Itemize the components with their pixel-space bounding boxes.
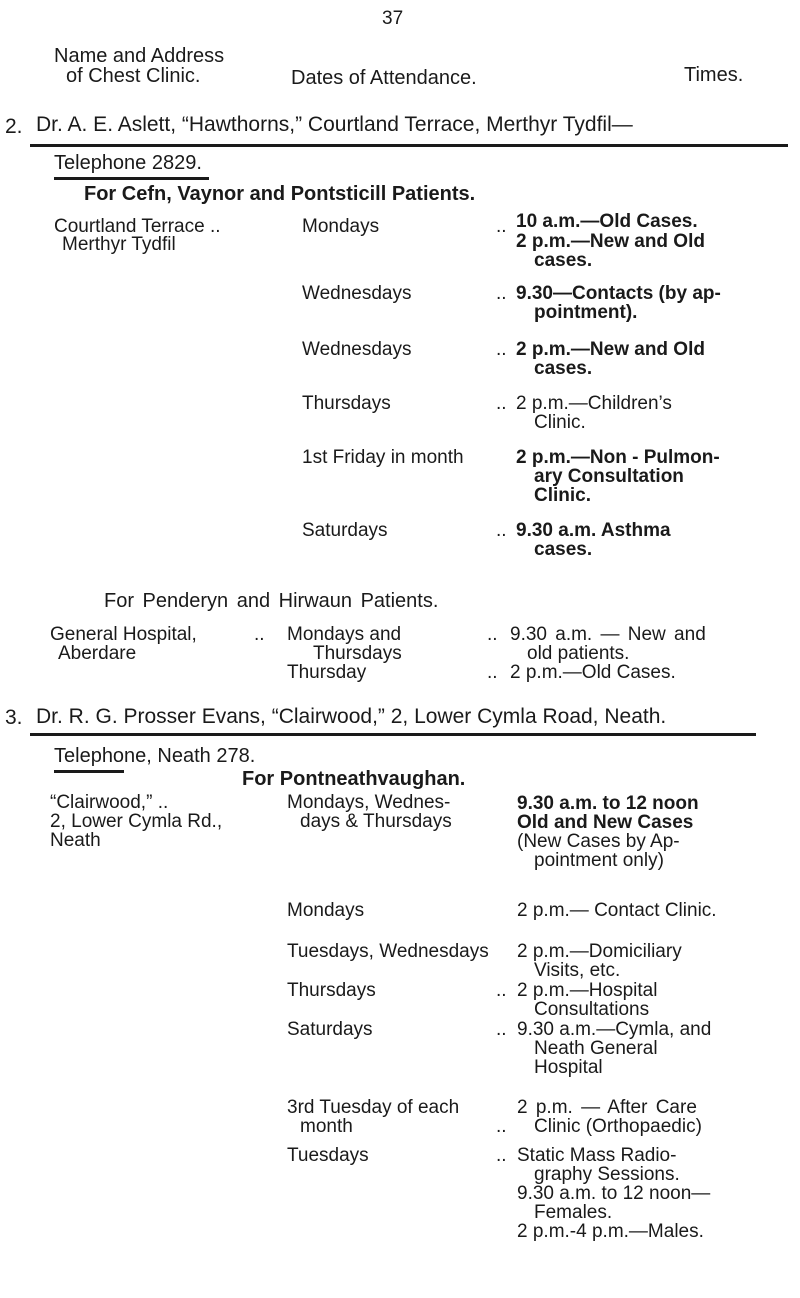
schedule-2-day-line2: Thursdays bbox=[313, 643, 402, 664]
entry-2-telephone-underline bbox=[54, 177, 209, 180]
schedule-3-row-5-day: Saturdays bbox=[287, 1019, 373, 1040]
schedule-1-row-5-time-line1: 2 p.m.—Non - Pulmon- bbox=[516, 447, 720, 468]
schedule-2-time-line3: 2 p.m.—Old Cases. bbox=[510, 662, 676, 683]
schedule-3-row-7-time-line3: 9.30 a.m. to 12 noon— bbox=[517, 1183, 711, 1204]
schedule-3-row-3-time-line1: 2 p.m.—Domiciliary bbox=[517, 941, 682, 962]
entry-3-telephone-underline bbox=[54, 770, 124, 773]
schedule-3-row-1-time-line2: Old and New Cases bbox=[517, 812, 694, 833]
schedule-1-row-2-time-line1: 9.30—Contacts (by ap- bbox=[516, 283, 721, 304]
schedule-1-row-4-time-line2: Clinic. bbox=[534, 412, 586, 433]
schedule-2-sep-1: .. bbox=[254, 624, 265, 645]
entry-3-title-underline bbox=[30, 733, 756, 736]
schedule-3-row-1-time-line4: pointment only) bbox=[534, 850, 664, 871]
schedule-1-row-1-time-line1: 10 a.m.—Old Cases. bbox=[516, 211, 698, 232]
schedule-3-row-6-day-line2: month bbox=[300, 1116, 353, 1137]
schedule-1-row-4-day: Thursdays bbox=[302, 393, 391, 414]
schedule-3-row-4-day: Thursdays bbox=[287, 980, 376, 1001]
schedule-1-row-1-time-line2: 2 p.m.—New and Old bbox=[516, 231, 705, 252]
clinic-1-address-line1: Courtland Terrace .. bbox=[54, 216, 221, 237]
schedule-3-row-7-sep: .. bbox=[496, 1145, 507, 1166]
schedule-3-row-2-day: Mondays bbox=[287, 900, 365, 921]
schedule-3-row-5-time-line3: Hospital bbox=[534, 1057, 603, 1078]
entry-2-telephone: Telephone 2829. bbox=[54, 152, 202, 174]
schedule-1-row-3-time-line2: cases. bbox=[534, 358, 593, 379]
schedule-3-row-6-time-line1: 2 p.m. — After Care bbox=[517, 1097, 697, 1118]
schedule-3-row-5-time-line2: Neath General bbox=[534, 1038, 658, 1059]
schedule-1-row-5-day: 1st Friday in month bbox=[302, 447, 464, 468]
schedule-1-row-5-time-line3: Clinic. bbox=[534, 485, 592, 506]
schedule-3-row-6-time-line2: Clinic (Orthopaedic) bbox=[534, 1116, 702, 1137]
schedule-3-row-7-time-line1: Static Mass Radio- bbox=[517, 1145, 677, 1166]
header-times: Times. bbox=[684, 64, 744, 86]
schedule-1-row-2-sep: .. bbox=[496, 283, 507, 304]
schedule-2-day-line3: Thursday bbox=[287, 662, 367, 683]
schedule-2-time-line1: 9.30 a.m. — New and bbox=[510, 624, 706, 645]
schedule-1-row-6-sep: .. bbox=[496, 520, 507, 541]
schedule-2-time-line2: old patients. bbox=[527, 643, 630, 664]
entry-3-title: Dr. R. G. Prosser Evans, “Clairwood,” 2, Lower Cymla Road, Neath. bbox=[36, 705, 667, 728]
schedule-2-sep-3: .. bbox=[487, 662, 498, 683]
header-name-address-line1: Name and Address bbox=[54, 45, 225, 67]
header-dates-of-attendance: Dates of Attendance. bbox=[291, 67, 477, 89]
schedule-2-sep-2: .. bbox=[487, 624, 498, 645]
entry-2-subhead-penderyn: For Penderyn and Hirwaun Patients. bbox=[104, 590, 439, 612]
entry-2-title: Dr. A. E. Aslett, “Hawthorns,” Courtland Terrace, Merthyr Tydfil— bbox=[36, 113, 633, 136]
schedule-3-row-7-time-line2: graphy Sessions. bbox=[534, 1164, 680, 1185]
schedule-1-row-3-day: Wednesdays bbox=[302, 339, 412, 360]
schedule-3-row-4-time-line2: Consultations bbox=[534, 999, 650, 1020]
schedule-3-row-1-day-line1: Mondays, Wednes- bbox=[287, 792, 451, 813]
page-number: 37 bbox=[382, 8, 404, 29]
schedule-3-row-6-sep: .. bbox=[496, 1116, 507, 1137]
schedule-1-row-2-time-line2: pointment). bbox=[534, 302, 638, 323]
entry-2-number: 2. bbox=[5, 115, 23, 138]
clinic-3-address-line3: Neath bbox=[50, 830, 101, 851]
schedule-3-row-3-time-line2: Visits, etc. bbox=[534, 960, 621, 981]
schedule-3-row-7-time-line4: Females. bbox=[534, 1202, 613, 1223]
entry-3-subhead: For Pontneathvaughan. bbox=[242, 768, 466, 790]
schedule-1-row-4-time-line1: 2 p.m.—Children’s bbox=[516, 393, 672, 414]
entry-3-telephone: Telephone, Neath 278. bbox=[54, 745, 256, 767]
schedule-1-row-1-time-line3: cases. bbox=[534, 250, 593, 271]
schedule-1-row-1-day: Mondays bbox=[302, 216, 380, 237]
schedule-1-row-6-time-line1: 9.30 a.m. Asthma bbox=[516, 520, 671, 541]
header-name-address-line2: of Chest Clinic. bbox=[66, 65, 201, 87]
schedule-3-row-7-day: Tuesdays bbox=[287, 1145, 369, 1166]
schedule-3-row-1-time-line3: (New Cases by Ap- bbox=[517, 831, 680, 852]
clinic-3-address-line1: “Clairwood,” .. bbox=[50, 792, 169, 813]
schedule-1-row-1-sep: .. bbox=[496, 216, 507, 237]
schedule-3-row-5-time-line1: 9.30 a.m.—Cymla, and bbox=[517, 1019, 712, 1040]
schedule-2-day-line1: Mondays and bbox=[287, 624, 402, 645]
schedule-3-row-1-time-line1: 9.30 a.m. to 12 noon bbox=[517, 793, 699, 814]
schedule-1-row-3-time-line1: 2 p.m.—New and Old bbox=[516, 339, 705, 360]
entry-2-title-underline bbox=[30, 144, 788, 147]
schedule-3-row-6-day-line1: 3rd Tuesday of each bbox=[287, 1097, 460, 1118]
schedule-3-row-7-time-line5: 2 p.m.-4 p.m.—Males. bbox=[517, 1221, 704, 1242]
schedule-3-row-5-sep: .. bbox=[496, 1019, 507, 1040]
schedule-1-row-6-time-line2: cases. bbox=[534, 539, 593, 560]
schedule-1-row-2-day: Wednesdays bbox=[302, 283, 412, 304]
schedule-3-row-3-day: Tuesdays, Wednesdays bbox=[287, 941, 489, 962]
entry-2-subhead-cefn: For Cefn, Vaynor and Pontsticill Patients. bbox=[84, 183, 476, 205]
clinic-3-address-line2: 2, Lower Cymla Rd., bbox=[50, 811, 223, 832]
schedule-3-row-4-sep: .. bbox=[496, 980, 507, 1001]
schedule-1-row-5-time-line2: ary Consultation bbox=[534, 466, 684, 487]
clinic-2-address-line1: General Hospital, bbox=[50, 624, 197, 645]
clinic-1-address-line2: Merthyr Tydfil bbox=[62, 234, 176, 255]
schedule-1-row-3-sep: .. bbox=[496, 339, 507, 360]
schedule-1-row-6-day: Saturdays bbox=[302, 520, 388, 541]
entry-3-number: 3. bbox=[5, 706, 23, 729]
schedule-1-row-4-sep: .. bbox=[496, 393, 507, 414]
schedule-3-row-4-time-line1: 2 p.m.—Hospital bbox=[517, 980, 658, 1001]
schedule-3-row-1-day-line2: days & Thursdays bbox=[300, 811, 452, 832]
clinic-2-address-line2: Aberdare bbox=[58, 643, 137, 664]
schedule-3-row-2-time: 2 p.m.— Contact Clinic. bbox=[517, 900, 717, 921]
